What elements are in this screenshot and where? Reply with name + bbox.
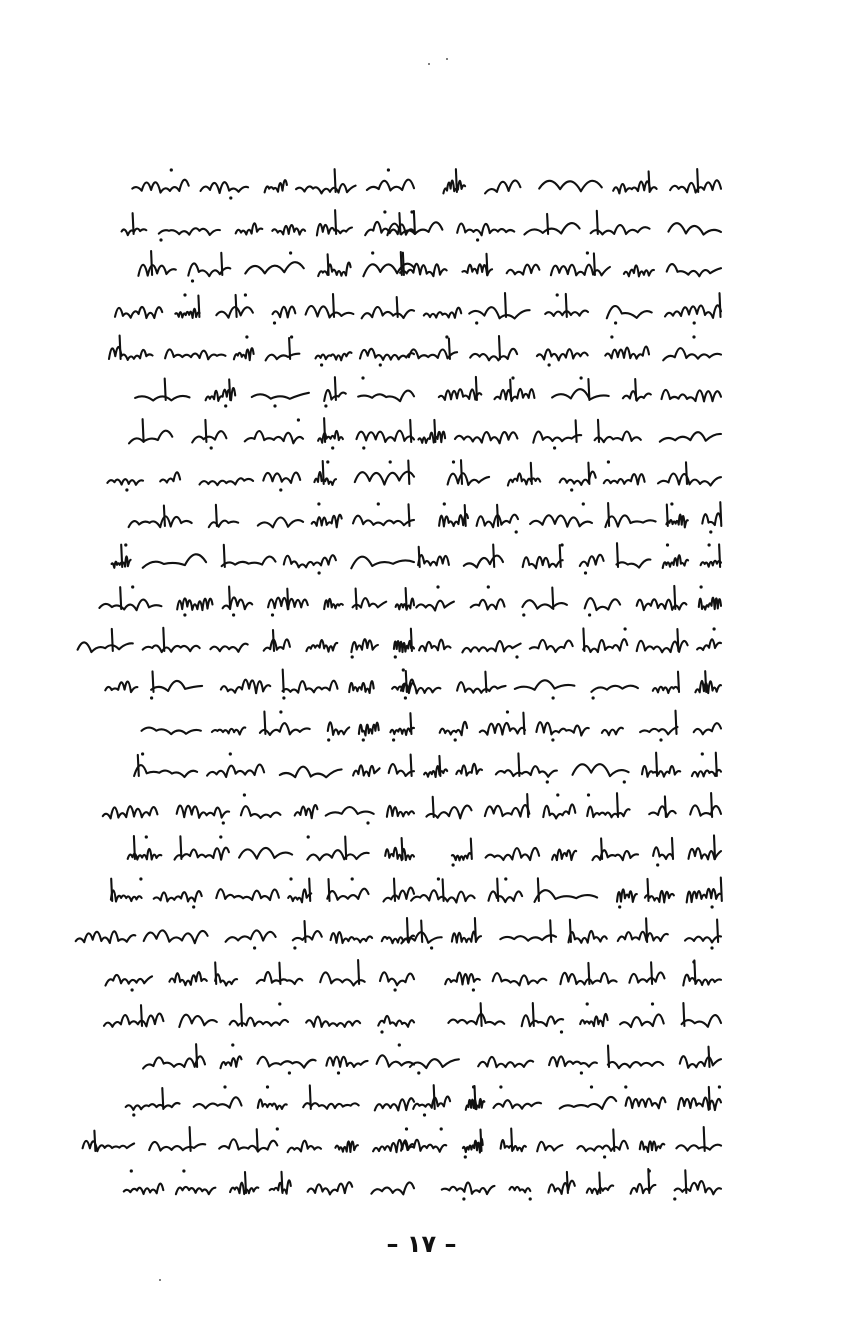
left-text-column xyxy=(118,168,418,1210)
handwritten-line xyxy=(425,960,725,994)
handwritten-line xyxy=(425,627,725,661)
paper-speck xyxy=(159,1279,161,1281)
handwritten-line xyxy=(118,418,418,452)
handwritten-line xyxy=(425,293,725,327)
page-number: – ۱۷ – xyxy=(386,1230,457,1258)
handwritten-line xyxy=(425,543,725,577)
handwritten-line xyxy=(118,1002,418,1036)
handwritten-line xyxy=(118,210,418,244)
handwritten-line xyxy=(425,1127,725,1161)
handwritten-line xyxy=(118,543,418,577)
handwritten-line xyxy=(118,1169,418,1203)
handwritten-line xyxy=(118,1043,418,1077)
handwritten-line xyxy=(425,752,725,786)
handwritten-line xyxy=(118,293,418,327)
handwritten-line xyxy=(118,627,418,661)
handwritten-line xyxy=(425,918,725,952)
handwritten-line xyxy=(118,1085,418,1119)
handwritten-line xyxy=(425,1043,725,1077)
paper-speck xyxy=(446,58,448,60)
handwritten-line xyxy=(425,168,725,202)
handwritten-line xyxy=(425,1002,725,1036)
handwritten-line xyxy=(425,335,725,369)
handwritten-line xyxy=(425,793,725,827)
handwritten-line xyxy=(118,877,418,911)
handwritten-line xyxy=(425,251,725,285)
handwritten-line xyxy=(118,168,418,202)
handwritten-line xyxy=(425,585,725,619)
handwritten-line xyxy=(118,668,418,702)
handwritten-line xyxy=(425,1169,725,1203)
handwritten-line xyxy=(425,376,725,410)
handwritten-line xyxy=(118,960,418,994)
handwritten-line xyxy=(425,877,725,911)
handwritten-line xyxy=(118,376,418,410)
handwritten-line xyxy=(118,710,418,744)
paper-speck xyxy=(428,63,430,65)
right-text-column xyxy=(425,168,725,1210)
handwritten-line xyxy=(118,460,418,494)
handwritten-line xyxy=(425,1085,725,1119)
handwritten-line xyxy=(118,251,418,285)
handwritten-line xyxy=(425,502,725,536)
handwritten-line xyxy=(425,460,725,494)
handwritten-line xyxy=(118,835,418,869)
handwritten-line xyxy=(425,210,725,244)
handwritten-line xyxy=(118,502,418,536)
handwritten-line xyxy=(118,752,418,786)
handwritten-line xyxy=(425,668,725,702)
handwritten-line xyxy=(118,918,418,952)
handwritten-line xyxy=(425,418,725,452)
handwritten-line xyxy=(118,793,418,827)
handwritten-line xyxy=(118,335,418,369)
handwritten-line xyxy=(425,710,725,744)
handwritten-line xyxy=(118,585,418,619)
handwritten-line xyxy=(425,835,725,869)
handwritten-line xyxy=(118,1127,418,1161)
